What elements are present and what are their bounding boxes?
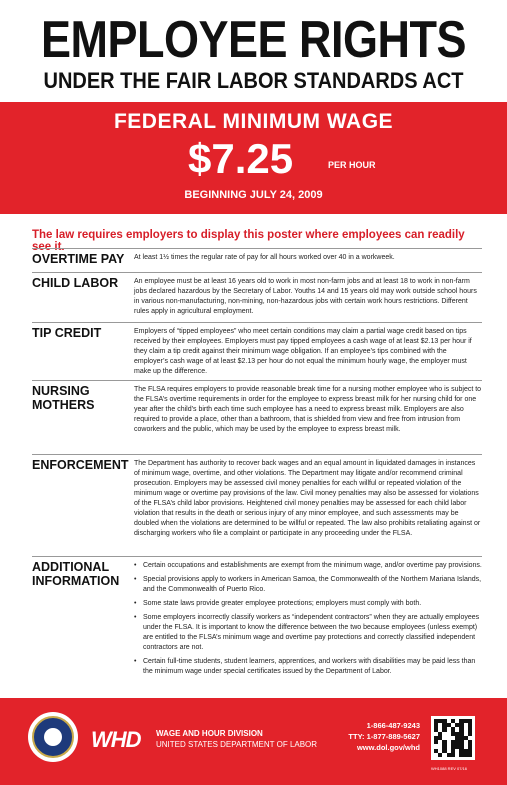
section-label: CHILD LABOR [32, 276, 119, 290]
section-text: The FLSA requires employers to provide reasonable break time for a nursing mother employee who is subject to the FLSA’s overtime requirements in order for the employee to express breast milk for her nursing child for one year after the child’s birth each time such employee has a need to express breast milk. Employers are also required to provide a place, other than a bathroom, that is shielded from view and free from intrusion from coworkers and the public, which may be used by the employee to express breast milk. [134, 386, 482, 433]
section-additional-info [32, 556, 482, 688]
section-child-labor [32, 272, 482, 322]
list-item: • Special provisions apply to workers in American Samoa, the Commonwealth of the Northern Mariana Islands, and the Commonwealth of Puerto Rico. [134, 575, 482, 595]
wage-amount: $7.25 [188, 135, 294, 182]
list-item: • Certain full-time students, student learners, apprentices, and workers with disabilities may be paid less than the minimum wage under special certificates issued by the Department of Labor. [134, 657, 482, 677]
minimum-wage-banner [0, 102, 507, 214]
website-link[interactable]: www.dol.gov/whd [356, 743, 420, 752]
poster-header [0, 0, 507, 102]
section-text: The Department has authority to recover back wages and an equal amount in liquidated damages in instances of minimum wage, overtime, and other violations. The Department may litigate and/or recommend criminal prosecution. Employers may be assessed civil money penalties for each willful or repeated violation of the minimum wage or overtime pay provisions of the law. Civil money penalties may also be assessed for violations of the FLSA’s child labor provisions. Heightened civil money penalties may be assessed for each child labor violation that results in the death or serious injury of any minor employee, and such assessments may be doubled when the violations are determined to be willful or repeated. The law also prohibits retaliating against or discharging workers who file a complaint or participate in any proceeding under the FLSA. [134, 460, 481, 537]
section-nursing-mothers [32, 380, 482, 447]
section-list-body [134, 561, 482, 681]
tty-number: TTY: 1-877-889-5627 [348, 732, 420, 741]
section-label: ADDITIONAL INFORMATION [32, 560, 120, 588]
section-enforcement [32, 454, 482, 554]
section-label: TIP CREDIT [32, 326, 102, 340]
whd-logo: WHD [91, 727, 141, 752]
poster-footer [0, 698, 507, 785]
form-number: WH1088 REV 07/16 [431, 766, 468, 771]
section-tip-credit [32, 322, 482, 379]
banner-heading: FEDERAL MINIMUM WAGE [113, 110, 394, 133]
per-hour-label: PER HOUR [328, 160, 376, 170]
section-text: An employee must be at least 16 years old to work in most non-farm jobs and at least 18 to work in non-farm jobs declared hazardous by the Secretary of Labor. Youths 14 and 15 years old may work outside school hours in various non-manufacturing, non-mining, non-hazardous jobs with certain work hours restrictions. Different rules apply in agricultural employment. [134, 278, 477, 315]
section-overtime [32, 248, 482, 272]
section-text: Employers of “tipped employees” who meet certain conditions may claim a partial wage credit based on tips received by their employees. Employers must pay tipped employees a cash wage of at least $2.13 per hour if they claim a tip credit against their minimum wage obligation. If an employee’s tips combined with the employer’s cash wage of at least $2.13 per hour do not equal the minimum hourly wage, the employer must make up the difference. [134, 328, 472, 375]
section-label: NURSING MOTHERS [32, 384, 95, 412]
phone-number: 1-866-487-9243 [366, 721, 420, 730]
qr-code-icon[interactable] [431, 716, 475, 760]
dol-seal-icon [28, 712, 78, 762]
section-label: ENFORCEMENT [32, 458, 129, 472]
poster-title: EMPLOYEE RIGHTS [40, 9, 467, 69]
contact-info [342, 720, 420, 753]
additional-info-list [134, 561, 482, 677]
display-notice: The law requires employers to display this poster where employees can readily see it. [32, 229, 465, 253]
poster-subtitle: UNDER THE FAIR LABOR STANDARDS ACT [43, 69, 464, 94]
division-name: WAGE AND HOUR DIVISION [156, 729, 263, 738]
effective-date: BEGINNING JULY 24, 2009 [184, 189, 323, 201]
list-item: • Some state laws provide greater employee protections; employers must comply with both. [134, 599, 482, 609]
department-name: UNITED STATES DEPARTMENT OF LABOR [156, 740, 318, 749]
list-item: • Certain occupations and establishments are exempt from the minimum wage, and/or overtime pay provisions. [134, 561, 482, 571]
section-text: At least 1½ times the regular rate of pay for all hours worked over 40 in a workweek. [134, 254, 395, 261]
section-label: OVERTIME PAY [32, 252, 125, 266]
list-item: • Some employers incorrectly classify workers as “independent contractors” when they are actually employees under the FLSA. It is important to know the difference between the two because employees (unless exempt) are entitled to the FLSA’s minimum wage and overtime pay protections and correctly classified independent contractors are not. [134, 613, 482, 653]
